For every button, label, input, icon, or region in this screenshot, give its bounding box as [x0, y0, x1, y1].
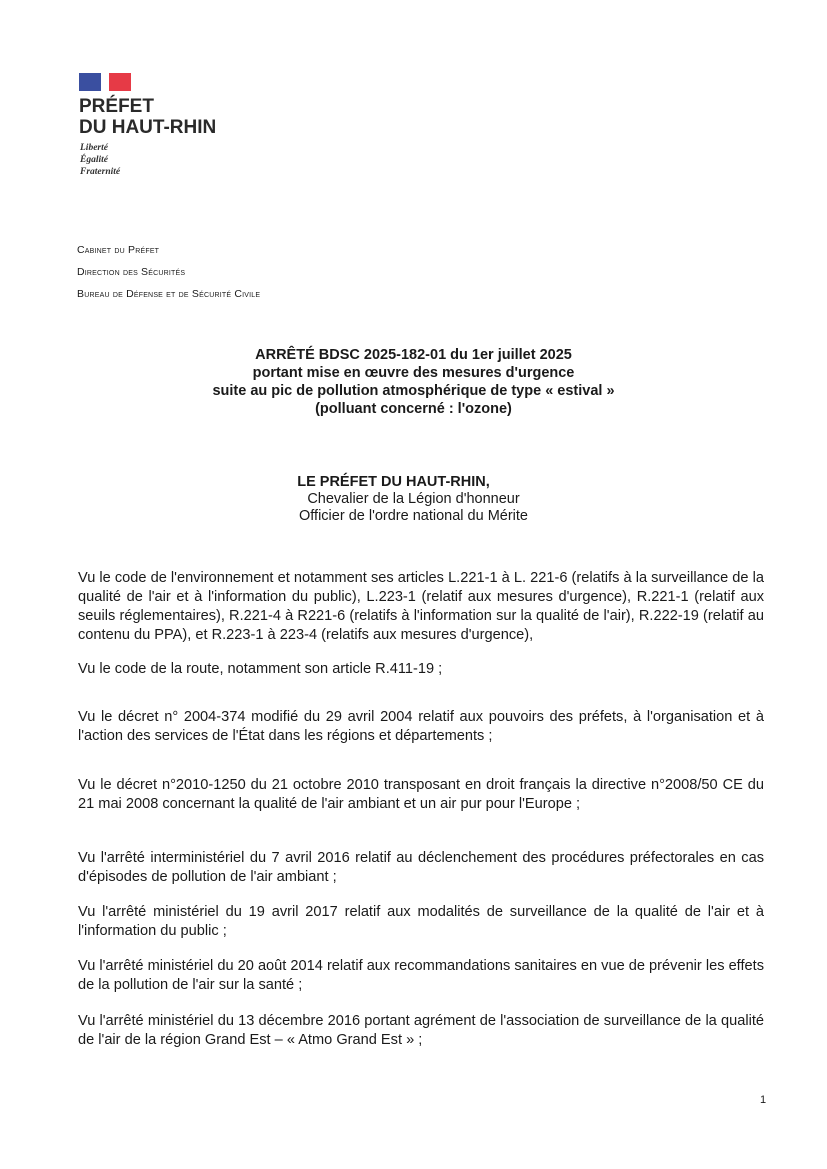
- visa-paragraph: Vu l'arrêté ministériel du 20 août 2014 relatif aux recommandations sanitaires en vue de prévenir les effets de la pollution de l'air sur la santé ;: [78, 958, 764, 993]
- visa-paragraph: Vu le décret n°2010-1250 du 21 octobre 2010 transposant en droit français la directive n°2008/50 CE du 21 mai 2008 concernant la qualité de l'air ambiant et un air pur pour l'Europe ;: [78, 777, 764, 812]
- visa-paragraph: Vu le code de l'environnement et notamment ses articles L.221-1 à L. 221-6 (relatifs à la surveillance de la qualité de l'air et à l'information du public), L.223-1 (relatif aux mesures d'urgence), R.221-1 (relatif aux seuils réglementaires), R.221-4 à R221-6 (relatifs à l'information sur la qualité de l'air), R.222-19 (relatif au contenu du PPA), et R.223-1 à 223-4 (relatifs aux mesures d'urgence),: [78, 570, 764, 643]
- document-title: [0, 346, 827, 418]
- page-number: 1: [760, 1094, 767, 1106]
- marque-line1: PRÉFET: [79, 96, 154, 117]
- devise-fraternite: Fraternité: [80, 167, 121, 177]
- visa-paragraph: Vu l'arrêté ministériel du 19 avril 2017 relatif aux modalités de surveillance de la qualité de l'air et à l'information du public ;: [78, 904, 764, 939]
- service-cabinet: Cabinet du Préfet: [77, 244, 160, 256]
- prefet-title1: Chevalier de la Légion d'honneur: [307, 491, 520, 507]
- services-block: [77, 244, 260, 310]
- prefet-block: [0, 474, 827, 525]
- service-direction: Direction des Sécurités: [77, 266, 186, 278]
- title-line2: portant mise en œuvre des mesures d'urgence: [252, 365, 575, 381]
- prefecture-logo-text: [79, 96, 216, 138]
- devise-liberte: Liberté: [80, 143, 108, 153]
- visa-paragraph: Vu l'arrêté ministériel du 13 décembre 2016 portant agrément de l'association de surveillance de la qualité de l'air de la région Grand Est – « Atmo Grand Est » ;: [78, 1013, 764, 1048]
- devise-egalite: Égalité: [80, 155, 108, 165]
- title-line4: (polluant concerné : l'ozone): [315, 401, 512, 417]
- marque-line2: DU HAUT-RHIN: [79, 117, 217, 138]
- visa-paragraph: Vu l'arrêté interministériel du 7 avril 2016 relatif au déclenchement des procédures préfectorales en cas d'épisodes de pollution de l'air ambiant ;: [78, 850, 764, 885]
- devise: [80, 142, 120, 178]
- title-line1: ARRÊTÉ BDSC 2025-182-01 du 1er juillet 2025: [255, 347, 572, 363]
- prefet-title2: Officier de l'ordre national du Mérite: [299, 508, 528, 524]
- visa-paragraph: Vu le décret n° 2004-374 modifié du 29 avril 2004 relatif aux pouvoirs des préfets, à l'organisation et à l'action des services de l'État dans les régions et départements ;: [78, 709, 764, 744]
- title-line3: suite au pic de pollution atmosphérique de type « estival »: [212, 383, 615, 399]
- visa-paragraph: Vu le code de la route, notamment son article R.411-19 ;: [78, 661, 443, 677]
- service-bureau: Bureau de Défense et de Sécurité Civile: [77, 288, 261, 300]
- prefet-name: LE PRÉFET DU HAUT-RHIN,: [297, 474, 490, 490]
- marianne-flag-logo: [79, 73, 131, 91]
